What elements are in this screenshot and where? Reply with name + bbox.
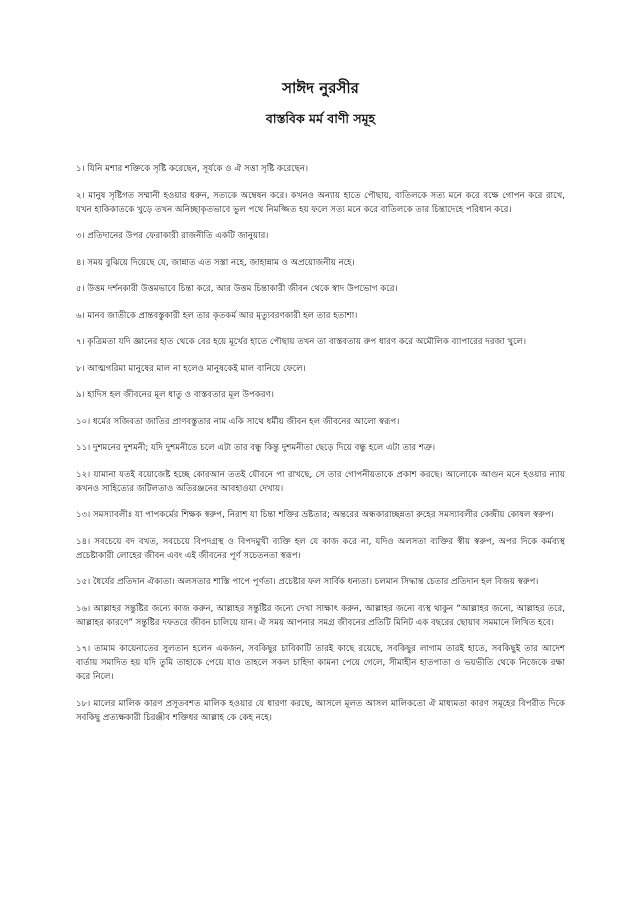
quote-item: ৪। সময় বুঝিয়ে দিয়েছে যে, জান্নাত এত সস্তা নহে, জাহান্নাম ও অপ্রয়োজনীয় নহে। bbox=[76, 257, 355, 268]
quote-item: ১৫। ধৈর্যের প্রতিদান ঐক্যতা। অলসতার শাস্তি পাপে পূর্ণতা। প্রচেষ্টার ফল সার্বিক ধন্যতা। চলমান সিদ্ধান্ত চেতার প্রতিদান হল বিজয় স্বরুপ। bbox=[76, 577, 539, 587]
quote-item: ৩। প্রতিদানের উপর ফেরাকারী রাজনীতি একটি জানুয়ার। bbox=[76, 231, 269, 241]
quote-item: ১৮। মালের মালিক কারণ প্রসূতবশত মালিক হওয়ার যে ধারণা করছে, আসলে মূলত আসল মালিকতো ঐ মাধ্যমতা কারণ সমূহের বিপরীত দিকে সবকিছু প্রত্যক্ষকারী চিরঞ্জীব শক্তিধর আল্লাহ কে কেহ নহে। bbox=[76, 698, 565, 723]
page-subtitle: বাস্তবিক মর্ম বাণী সমূহ bbox=[265, 111, 376, 126]
quote-item: ৬। মানব জাতীকে প্রান্তবস্তুকারী হল তার কৃতকর্ম আর মৃত্যুবরণকারী হল তার হতাশা। bbox=[76, 310, 358, 321]
quote-item: ৯। হাদিস হল জীবনের মূল ধাতু ও বাস্তবতার মূল উপকরণ। bbox=[76, 390, 274, 400]
quote-item: ১৪। সবচেয়ে বদ বখত, সবচেয়ে বিপদগ্রস্থ ও বিপদমুখী ব্যক্তি হল যে কাজ করে না, যদিও অলসতা ব্যক্তির স্বীয় স্বরুপ, অপর দিকে কর্মব্যস্থ প্রচেষ্টাকারী লোহের জীবন এবং এই জীবনের পূর্ণ সচেতনতা স্বরূপ। bbox=[76, 536, 565, 561]
quote-item: ৫। উত্তম দর্শনকারী উত্তমভাবে চিন্তা করে, আর উত্তম চিন্তাকারী জীবন থেকে স্বাদ উপভোগ করে। bbox=[76, 284, 398, 294]
quote-item: ১৩। সমস্যাবলীঃ যা পাপকর্মের শিক্ষক স্বরুপ, নিরাশ যা চিন্তা শক্তির ভ্রষ্টতার; অন্তরের অন্ধকারাচ্ছন্নতা রুহের সমস্যাবলীর কেন্দ্রীয় কোষল স্বরুপ। bbox=[76, 510, 554, 520]
quote-item: ১০। ধর্মের সজিবতা জাতির প্রাণবস্তুতার নাম একি সাথে ধর্মীয় জীবন হল জীবনের আলো স্বরূপ। bbox=[76, 416, 400, 427]
page-title: সাঈদ নুরসীর bbox=[282, 79, 359, 97]
quote-item: ১২। যামানা যতই বয়োজেষ্ট হচ্ছে কোরআন ততই যৌবনে পা রাখছে, সে তার গোপনীয়তাকে প্রকাশ করছে। আলোকে আগুন মনে হওয়ার ন্যায় কখনও সাহিত্যের জটিলতাও অতিরঞ্জনের আবহাওয়া দেখায়। bbox=[76, 469, 565, 494]
quote-item: ১৬। আল্লাহর সন্তুষ্টির জন্যে কাজ করুন, আল্লাহর সন্তুষ্টির জন্যে দেখা সাক্ষাৎ করুন, আল্লাহর জন্যে ব্যস্থ থাকুন “আল্লাহর জন্যে, আল্লাহর তরে, আল্লাহর কারণে” সন্তুষ্টির দফতরে জীবন চালিয়ে যান। ঐ সময় আপনার সমগ্র জীবনের প্রতিটি মিনিট এক বছরের ছোয়াব সমমানে লিখিত হবে। bbox=[76, 603, 565, 628]
quote-list bbox=[76, 162, 565, 725]
quote-item: ৭। কৃত্রিমতা যদি জ্ঞানের হাত থেকে বের হয়ে মূর্খের হাতে পৌছায় তখন তা বাস্তবতায় রুপ ধারণ করে অমৌলিক ব্যাপারের দরজা খুলে। bbox=[76, 337, 527, 347]
quote-item: ১৭। তামাম কায়েনাতের সুলতান হলেন একজন, সবকিছুর চাবিকাটি তারই কাছে রয়েছে, সবকিছুর লাগাম তারই হাতে, সবকিছুই তার আদেশ বার্তায় সমাদিত হয় যদি তুমি তাহাকে পেয়ে যাও তাহলে সকল চাহিদা কামনা পেয়ে গেলে, সীমাহীন হাতপাতা ও ভয়ভীতি থেকে নিজেকে রক্ষা করে নিলে। bbox=[76, 644, 565, 682]
quote-item: ৮। আত্মগরিমা মানুষের মাল না হলেও মানুষকেই মাল বানিয়ে ফেলে। bbox=[76, 363, 306, 374]
quote-item: ১১। দুশমনের দুশমনী; যদি দুশমনীতে চলে এটা তার বন্ধু কিন্তু দুশমনীতা ছেড়ে দিয়ে বন্ধু হলে এটা তার শত্রু। bbox=[76, 443, 436, 453]
quote-item: ২। মানুষ সৃষ্টিগত সম্মানী হওয়ার ধরুন, সত্যকে অম্বেষন করে। কখনও অন্যায় হাতে পৌছায়, বাতিলকে সত্য মনে করে বক্ষে গোপন করে রাখে, যখন হাকিকাতকে খুড়ে তখন অনিচ্ছাকৃতভাবে ভুল পথে নিমজ্জিত হয় ফলে সত্য মনে করে বাতিলকে তার চিন্তাদেহে পরিধান করে। bbox=[76, 190, 565, 215]
quote-item: ১। যিনি মশার শক্তিকে সৃষ্টি করেছেন, সূর্যকে ও ঐ সত্তা সৃষ্টি করেছেন। bbox=[76, 164, 309, 174]
